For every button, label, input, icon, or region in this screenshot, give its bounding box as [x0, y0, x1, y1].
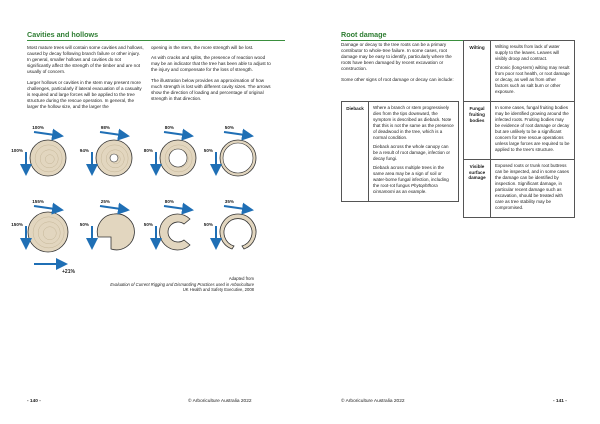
- caption-publisher: UK Health and Safety Executive, 2008: [182, 287, 254, 293]
- stem-cross-section: [96, 140, 132, 176]
- table-row: [342, 102, 458, 201]
- page-number-left: - 140 -: [27, 399, 41, 404]
- stem-cross-section: [160, 140, 196, 176]
- percent-label: 94%: [79, 148, 89, 153]
- stem-cross-section: [220, 140, 256, 176]
- load-arrow-icon: [164, 206, 192, 210]
- percent-label: 35%: [224, 199, 234, 204]
- row-heading: Wilting: [464, 41, 491, 101]
- cavity-strength-diagram: [11, 125, 278, 278]
- row-heading: Fungal fruiting bodies: [464, 102, 491, 159]
- percent-label: 150%: [11, 222, 23, 227]
- percent-label: 98%: [100, 125, 110, 130]
- row-heading: Dieback: [342, 102, 369, 201]
- figure-caption: [54, 276, 254, 293]
- load-arrow-icon: [34, 206, 62, 210]
- root-damage-title: Root damage: [341, 30, 387, 39]
- page-number-right: - 141 -: [553, 399, 567, 404]
- row-body: In some cases, fungal fruiting bodies may be identified growing around the infected roots. Fruiting bodies may be evidence of root damage or decay but are unlikely to be a significant concern for tree rescue operations unless large forces are required to be applied to the tree's structure.: [495, 105, 570, 152]
- stem-cross-section: [97, 214, 134, 250]
- percent-label: 50%: [79, 222, 89, 227]
- paragraph: As with cracks and splits, the presence of reaction wood may be an indicator that the tree has been able to adjust to the injury and compensate for the loss of strength.: [151, 55, 271, 73]
- paragraph: Larger hollows or cavities in the stem may present more challenges, particularly if lateral evacuation of a casualty is required and large forces will be applied to the tree structure during the rescue operation. In general, the larger the hollow size, and the larger the: [27, 79, 142, 110]
- table-row: [464, 159, 574, 217]
- paragraph: The illustration below provides an approximation of how much strength is lost with different cavity sizes. The arrows show the direction of loading and percentage of original strength in that direction.: [151, 77, 271, 102]
- percent-label: 50%: [143, 222, 153, 227]
- stem-cross-section: [220, 214, 256, 249]
- left-col-2: [151, 45, 275, 106]
- caption-line: Adapted from: [228, 276, 254, 281]
- percent-label: 50%: [224, 125, 234, 130]
- load-arrow-icon: [100, 206, 128, 210]
- percent-label: 50%: [203, 148, 213, 153]
- percent-label: 80%: [143, 148, 153, 153]
- row-body: Wilting results from lack of water supply to the leaves. Leaves will visibly droop and contract. Chronic (long-term) wilting may result from poor root health, or root damage or decay, as well as from other factors such as salt burn or other exposure.: [495, 44, 570, 94]
- root-signs-table: [463, 40, 575, 218]
- percent-label: 25%: [100, 199, 110, 204]
- percent-label: 80%: [164, 125, 174, 130]
- table-row: [464, 101, 574, 159]
- stem-cross-section: [160, 214, 190, 250]
- right-page: [300, 0, 600, 424]
- paragraph: opening in the stem, the more strength will be lost.: [151, 45, 254, 50]
- load-arrow-icon: [34, 132, 62, 136]
- paragraph: Damage or decay to the tree roots can be a primary contributor to whole-tree failure. In some cases, root damage may be easy to identify, particularly where the roots have been damaged by recent excavation or construction.: [341, 42, 452, 72]
- row-heading: Visible surface damage: [464, 160, 491, 217]
- left-col-1: [27, 45, 144, 114]
- load-arrow-icon: [224, 132, 252, 136]
- caption-source: Evaluation of Current Rigging and Dismantling Practices used in Arboriculture: [110, 281, 254, 287]
- title-rule: [27, 40, 285, 41]
- load-arrow-icon: [224, 206, 252, 210]
- paragraph: Some other signs of root damage or decay can include:: [341, 76, 454, 82]
- stem-cross-section: [28, 212, 68, 252]
- stem-cross-section: [30, 140, 66, 176]
- percent-label: 100%: [11, 148, 23, 153]
- cavities-title: Cavities and hollows: [27, 30, 99, 39]
- percent-label: 100%: [32, 125, 44, 130]
- copyright-left: © Arboriculture Australia 2022: [188, 399, 252, 404]
- bottom-percent-label: +21%: [62, 269, 75, 275]
- root-intro: [341, 42, 460, 87]
- table-row: [464, 41, 574, 101]
- percent-label: 80%: [164, 199, 174, 204]
- percent-label: 155%: [32, 199, 44, 204]
- row-body: Where a branch or stem progressively dies from the tips downward, the symptom is described as dieback. Note that this is not the same as the presence of deadwood in the tree, which is a normal condition. Dieback across the whole canopy can be a result of root damage, infection or decay fungi. Dieback across multiple trees in the same area may be a sign of soil or water-borne fungal infection, including the root-rot fungus Phytophthora cinnamomi as an example.: [373, 105, 454, 194]
- percent-label: 50%: [203, 222, 213, 227]
- load-arrow-icon: [164, 132, 192, 136]
- row-body: Exposed roots or trunk root buttress can be inspected, and in some cases the damage can be identified by inspection. Significant damage, in particular recent damage such as excavation, should be treated with care as tree stability may be compromised.: [495, 163, 570, 210]
- dieback-table: [341, 101, 459, 202]
- paragraph: Most mature trees will contain some cavities and hollows, caused by decay following branch failure or other injury. In general, smaller hollows and cavities do not significantly affect the strength of the timber and are not usually of concern.: [27, 45, 144, 75]
- copyright-right: © Arboriculture Australia 2022: [341, 399, 405, 404]
- load-arrow-icon: [100, 132, 128, 136]
